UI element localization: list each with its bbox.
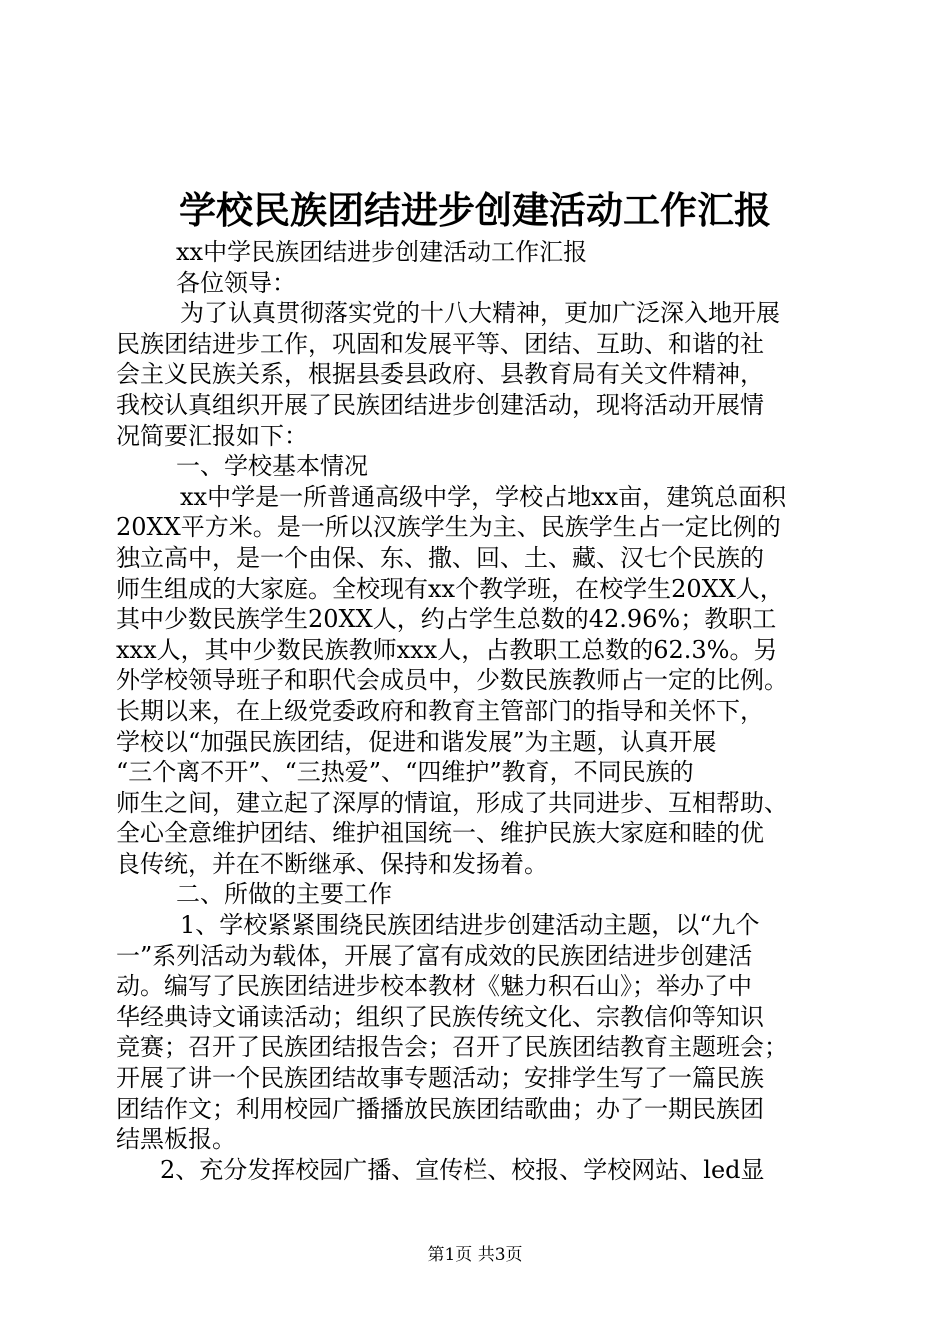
body-line: 况简要汇报如下： bbox=[116, 421, 308, 450]
body-line: 民族团结进步工作，巩固和发展平等、团结、互助、和谐的社 bbox=[116, 329, 764, 358]
body-line: 我校认真组织开展了民族团结进步创建活动，现将活动开展情 bbox=[116, 390, 764, 419]
body-line: 全心全意维护团结、维护祖国统一、维护民族大家庭和睦的优 bbox=[116, 819, 764, 848]
body-line: xx中学民族团结进步创建活动工作汇报 bbox=[176, 238, 588, 266]
body-line: 各位领导： bbox=[176, 268, 296, 297]
body-line: 20XX平方米。是一所以汉族学生为主、民族学生占一定比例的 bbox=[116, 513, 781, 542]
body-line: 师生之间，建立起了深厚的情谊，形成了共同进步、互相帮助、 bbox=[116, 788, 788, 817]
body-line: 学校以“加强民族团结，促进和谐发展”为主题，认真开展 bbox=[116, 727, 717, 756]
body-line: 一、学校基本情况 bbox=[176, 452, 368, 481]
document-title: 学校民族团结进步创建活动工作汇报 bbox=[179, 188, 771, 232]
body-line: 其中少数民族学生20XX人，约占学生总数的42.96%；教职工 bbox=[116, 605, 777, 634]
body-line: 良传统，并在不断继承、保持和发扬着。 bbox=[116, 849, 548, 878]
body-line: 华经典诗文诵读活动；组织了民族传统文化、宗教信仰等知识 bbox=[116, 1002, 764, 1031]
body-line: “三个离不开”、“三热爱”、“四维护”教育，不同民族的 bbox=[116, 758, 694, 787]
body-line: 开展了讲一个民族团结故事专题活动；安排学生写了一篇民族 bbox=[116, 1064, 764, 1093]
body-line: xx中学是一所普通高级中学，学校占地xx亩，建筑总面积 bbox=[180, 482, 787, 511]
body-line: 动。编写了民族团结进步校本教材《魅力积石山》；举办了中 bbox=[116, 972, 752, 1001]
body-line: 会主义民族关系，根据县委县政府、县教育局有关文件精神， bbox=[116, 360, 764, 389]
body-line: 团结作文；利用校园广播播放民族团结歌曲；办了一期民族团 bbox=[116, 1094, 764, 1123]
body-line: xxx人，其中少数民族教师xxx人，占教职工总数的62.3%。另 bbox=[116, 635, 778, 664]
body-line: 外学校领导班子和职代会成员中，少数民族教师占一定的比例。 bbox=[116, 666, 788, 695]
body-line: 长期以来，在上级党委政府和教育主管部门的指导和关怀下， bbox=[116, 696, 764, 725]
body-line: 师生组成的大家庭。全校现有xx个教学班，在校学生20XX人， bbox=[116, 574, 784, 603]
body-line: 为了认真贯彻落实党的十八大精神，更加广泛深入地开展 bbox=[180, 299, 780, 328]
body-line: 2、充分发挥校园广播、宣传栏、校报、学校网站、led显 bbox=[160, 1155, 765, 1184]
body-line: 竞赛；召开了民族团结报告会；召开了民族团结教育主题班会； bbox=[116, 1033, 788, 1062]
body-line: 二、所做的主要工作 bbox=[176, 880, 392, 909]
body-line: 1、学校紧紧围绕民族团结进步创建活动主题，以“九个 bbox=[180, 911, 760, 940]
body-line: 一”系列活动为载体，开展了富有成效的民族团结进步创建活 bbox=[116, 941, 753, 970]
document-body bbox=[116, 237, 842, 1185]
body-line: 结黑板报。 bbox=[116, 1125, 236, 1154]
body-line: 独立高中，是一个由保、东、撒、回、土、藏、汉七个民族的 bbox=[116, 543, 764, 572]
page-footer: 第1页 共3页 bbox=[427, 1245, 523, 1265]
